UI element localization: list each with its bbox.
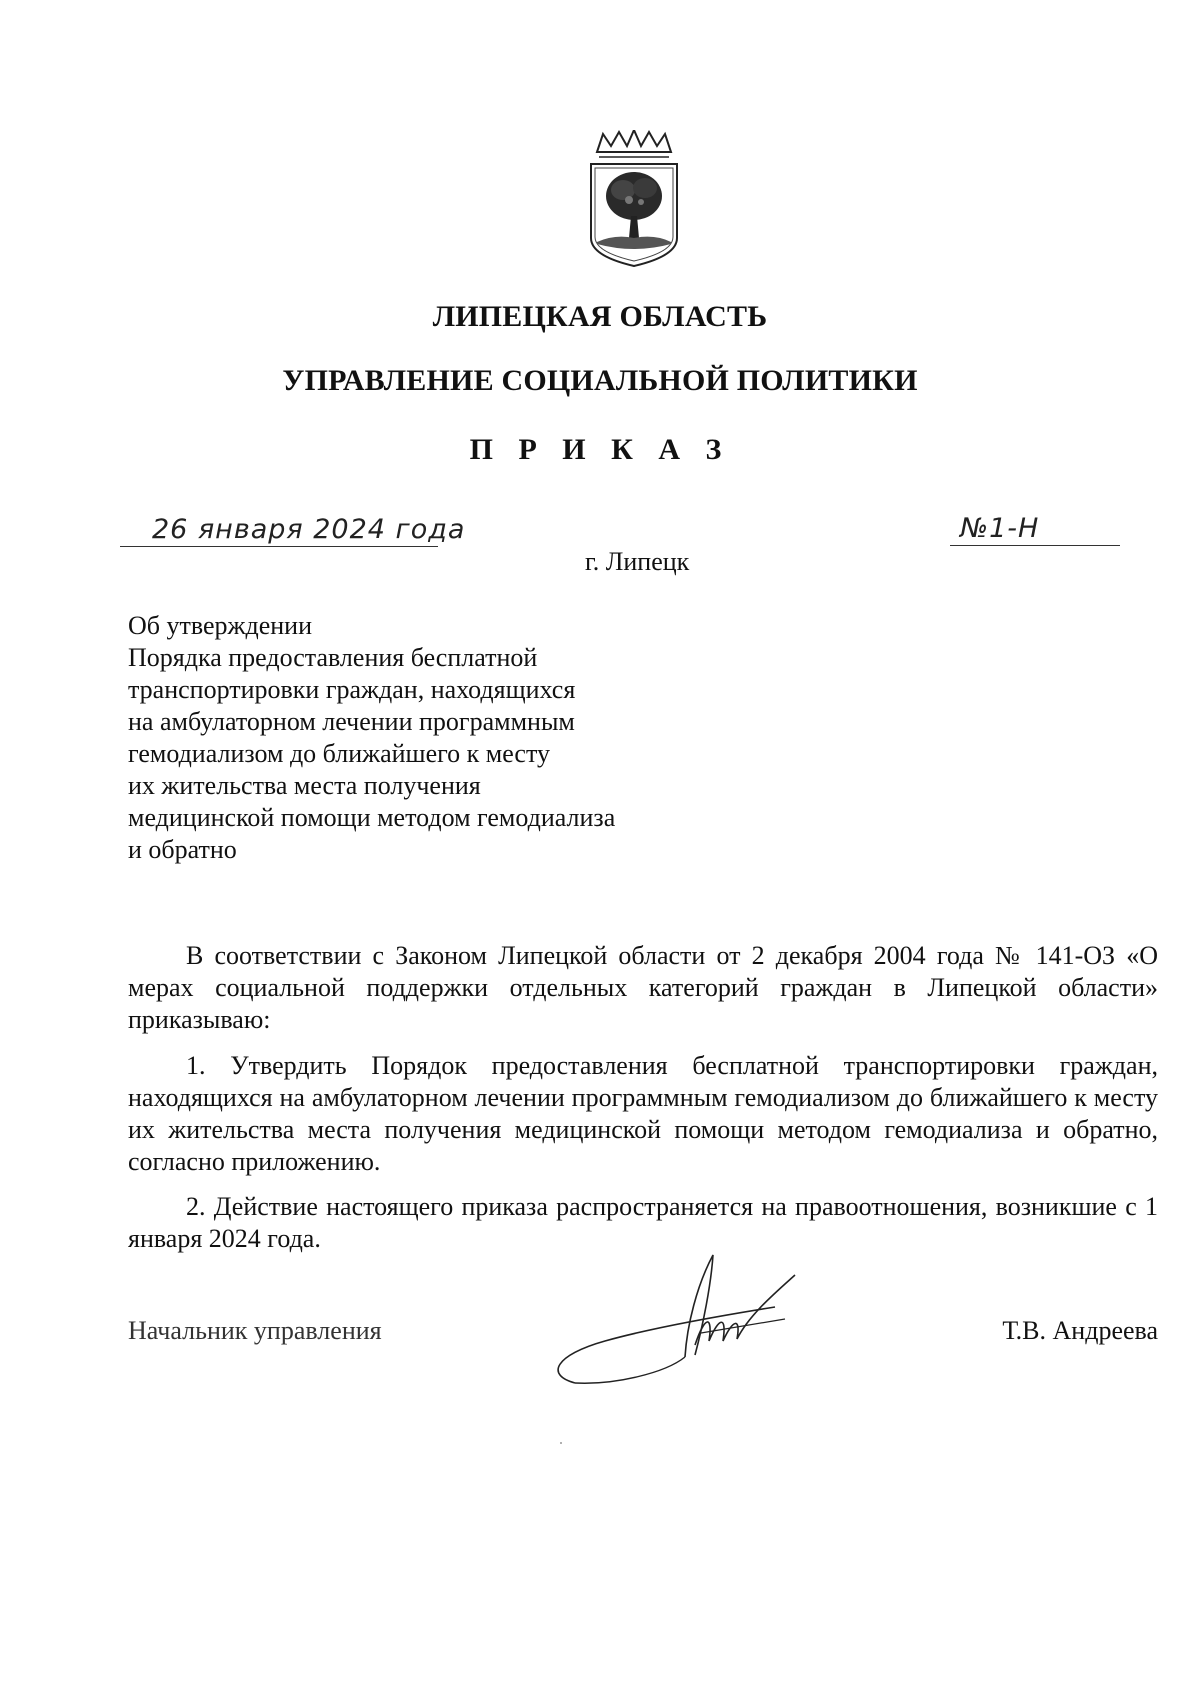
- subject-line: на амбулаторном лечении программным: [128, 707, 575, 736]
- subject-line: гемодиализом до ближайшего к месту: [128, 739, 550, 768]
- handwritten-number: №1-Н: [960, 513, 1040, 544]
- subject-line: их жительства места получения: [128, 771, 481, 800]
- item-1-paragraph: 1. Утвердить Порядок предоставления бесплатной транспортировки граждан, находящихся на амбулаторном лечении программным гемодиализом до ближайшего к месту их жительства места получения медицинской помощи методом гемодиализа и обратно, согласно приложению.: [128, 1051, 1158, 1176]
- subject-line: транспортировки граждан, находящихся: [128, 675, 576, 704]
- number-underline: [950, 545, 1120, 546]
- date-underline: [120, 546, 438, 547]
- subject-line: и обратно: [128, 835, 237, 864]
- subject-line: Об утверждении: [128, 611, 313, 640]
- handwritten-date: 26 января 2024 года: [152, 514, 466, 545]
- subject-block: [128, 610, 615, 866]
- department-heading: УПРАВЛЕНИЕ СОЦИАЛЬНОЙ ПОЛИТИКИ: [282, 364, 918, 397]
- doc-type-heading: П Р И К А З: [469, 433, 731, 466]
- preamble-paragraph: В соответствии с Законом Липецкой области от 2 декабря 2004 года № 141-ОЗ «О мерах социальной поддержки отдельных категорий граждан в Липецкой области» приказываю:: [128, 941, 1158, 1034]
- scan-speck: [560, 1442, 562, 1444]
- signer-title: Начальник управления: [128, 1316, 382, 1345]
- handwritten-signature-icon: [535, 1245, 845, 1395]
- signer-name: Т.В. Андреева: [1002, 1316, 1158, 1345]
- region-heading: ЛИПЕЦКАЯ ОБЛАСТЬ: [432, 300, 768, 333]
- subject-line: медицинской помощи методом гемодиализа: [128, 803, 616, 832]
- item-2-paragraph: 2. Действие настоящего приказа распространяется на правоотношения, возникшие с 1 января 2024 года.: [128, 1192, 1158, 1253]
- coat-of-arms-icon: [585, 130, 683, 268]
- subject-line: Порядка предоставления бесплатной: [128, 643, 538, 672]
- city-label: г. Липецк: [585, 547, 690, 576]
